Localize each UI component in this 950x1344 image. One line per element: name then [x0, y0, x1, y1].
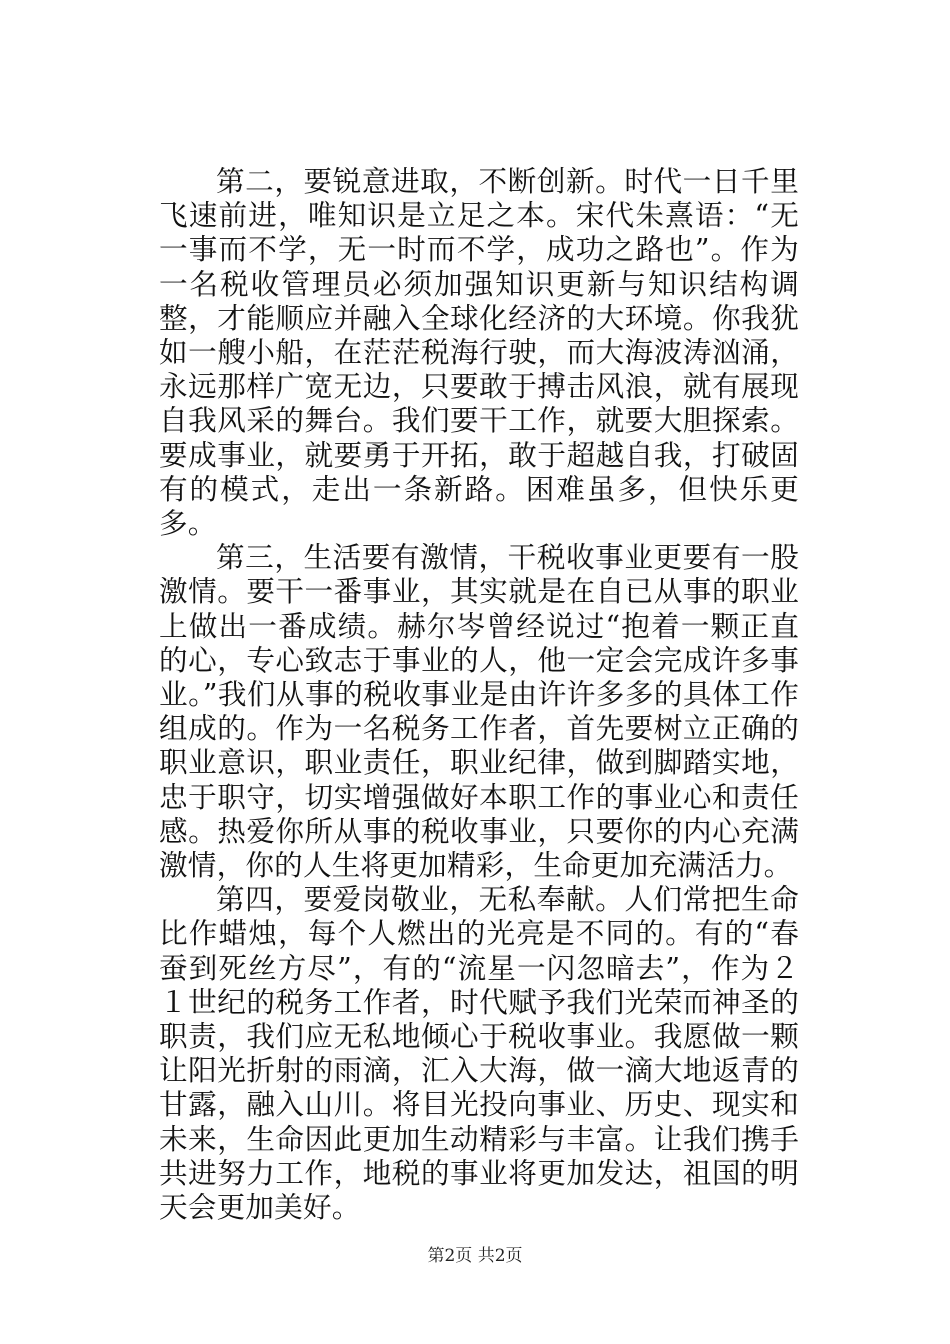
paragraph-third-point: 第三，生活要有激情，干税收事业更要有一股激情。要干一番事业，其实就是在自已从事的职业上做出一番成绩。赫尔岑曾经说过“抱着一颗正直的心，专心致志于事业的人，他一定会完成许多事业。”我们从事的税收事业是由许许多多的具体工作组成的。作为一名税务工作者，首先要树立正确的职业意识，职业责任，职业纪律，做到脚踏实地，忠于职守，切实增强做好本职工作的事业心和责任感。热爱你所从事的税收事业，只要你的内心充满激情，你的人生将更加精彩，生命更加充满活力。 [159, 540, 799, 883]
paragraph-fourth-point: 第四，要爱岗敬业，无私奉献。人们常把生命比作蜡烛，每个人燃出的光亮是不同的。有的“春蚕到死丝方尽”，有的“流星一闪忽暗去”，作为２１世纪的税务工作者，时代赋予我们光荣而神圣的职责，我们应无私地倾心于税收事业。我愿做一颗让阳光折射的雨滴，汇入大海，做一滴大地返青的甘露，融入山川。将目光投向事业、历史、现实和未来，生命因此更加生动精彩与丰富。让我们携手共进努力工作，地税的事业将更加发达，祖国的明天会更加美好。 [159, 882, 799, 1225]
document-body [159, 164, 799, 1224]
paragraph-second-point: 第二，要锐意进取，不断创新。时代一日千里飞速前进，唯知识是立足之本。宋代朱熹语：“无一事而不学，无一时而不学，成功之路也”。作为一名税收管理员必须加强知识更新与知识结构调整，才能顺应并融入全球化经济的大环境。你我犹如一艘小船，在茫茫税海行驶，而大海波涛汹涌，永远那样广宽无边，只要敢于搏击风浪，就有展现自我风采的舞台。我们要干工作，就要大胆探索。要成事业，就要勇于开拓，敢于超越自我，打破固有的模式，走出一条新路。困难虽多，但快乐更多。 [159, 164, 799, 541]
page-number-footer: 第2页 共2页 [427, 1246, 523, 1266]
